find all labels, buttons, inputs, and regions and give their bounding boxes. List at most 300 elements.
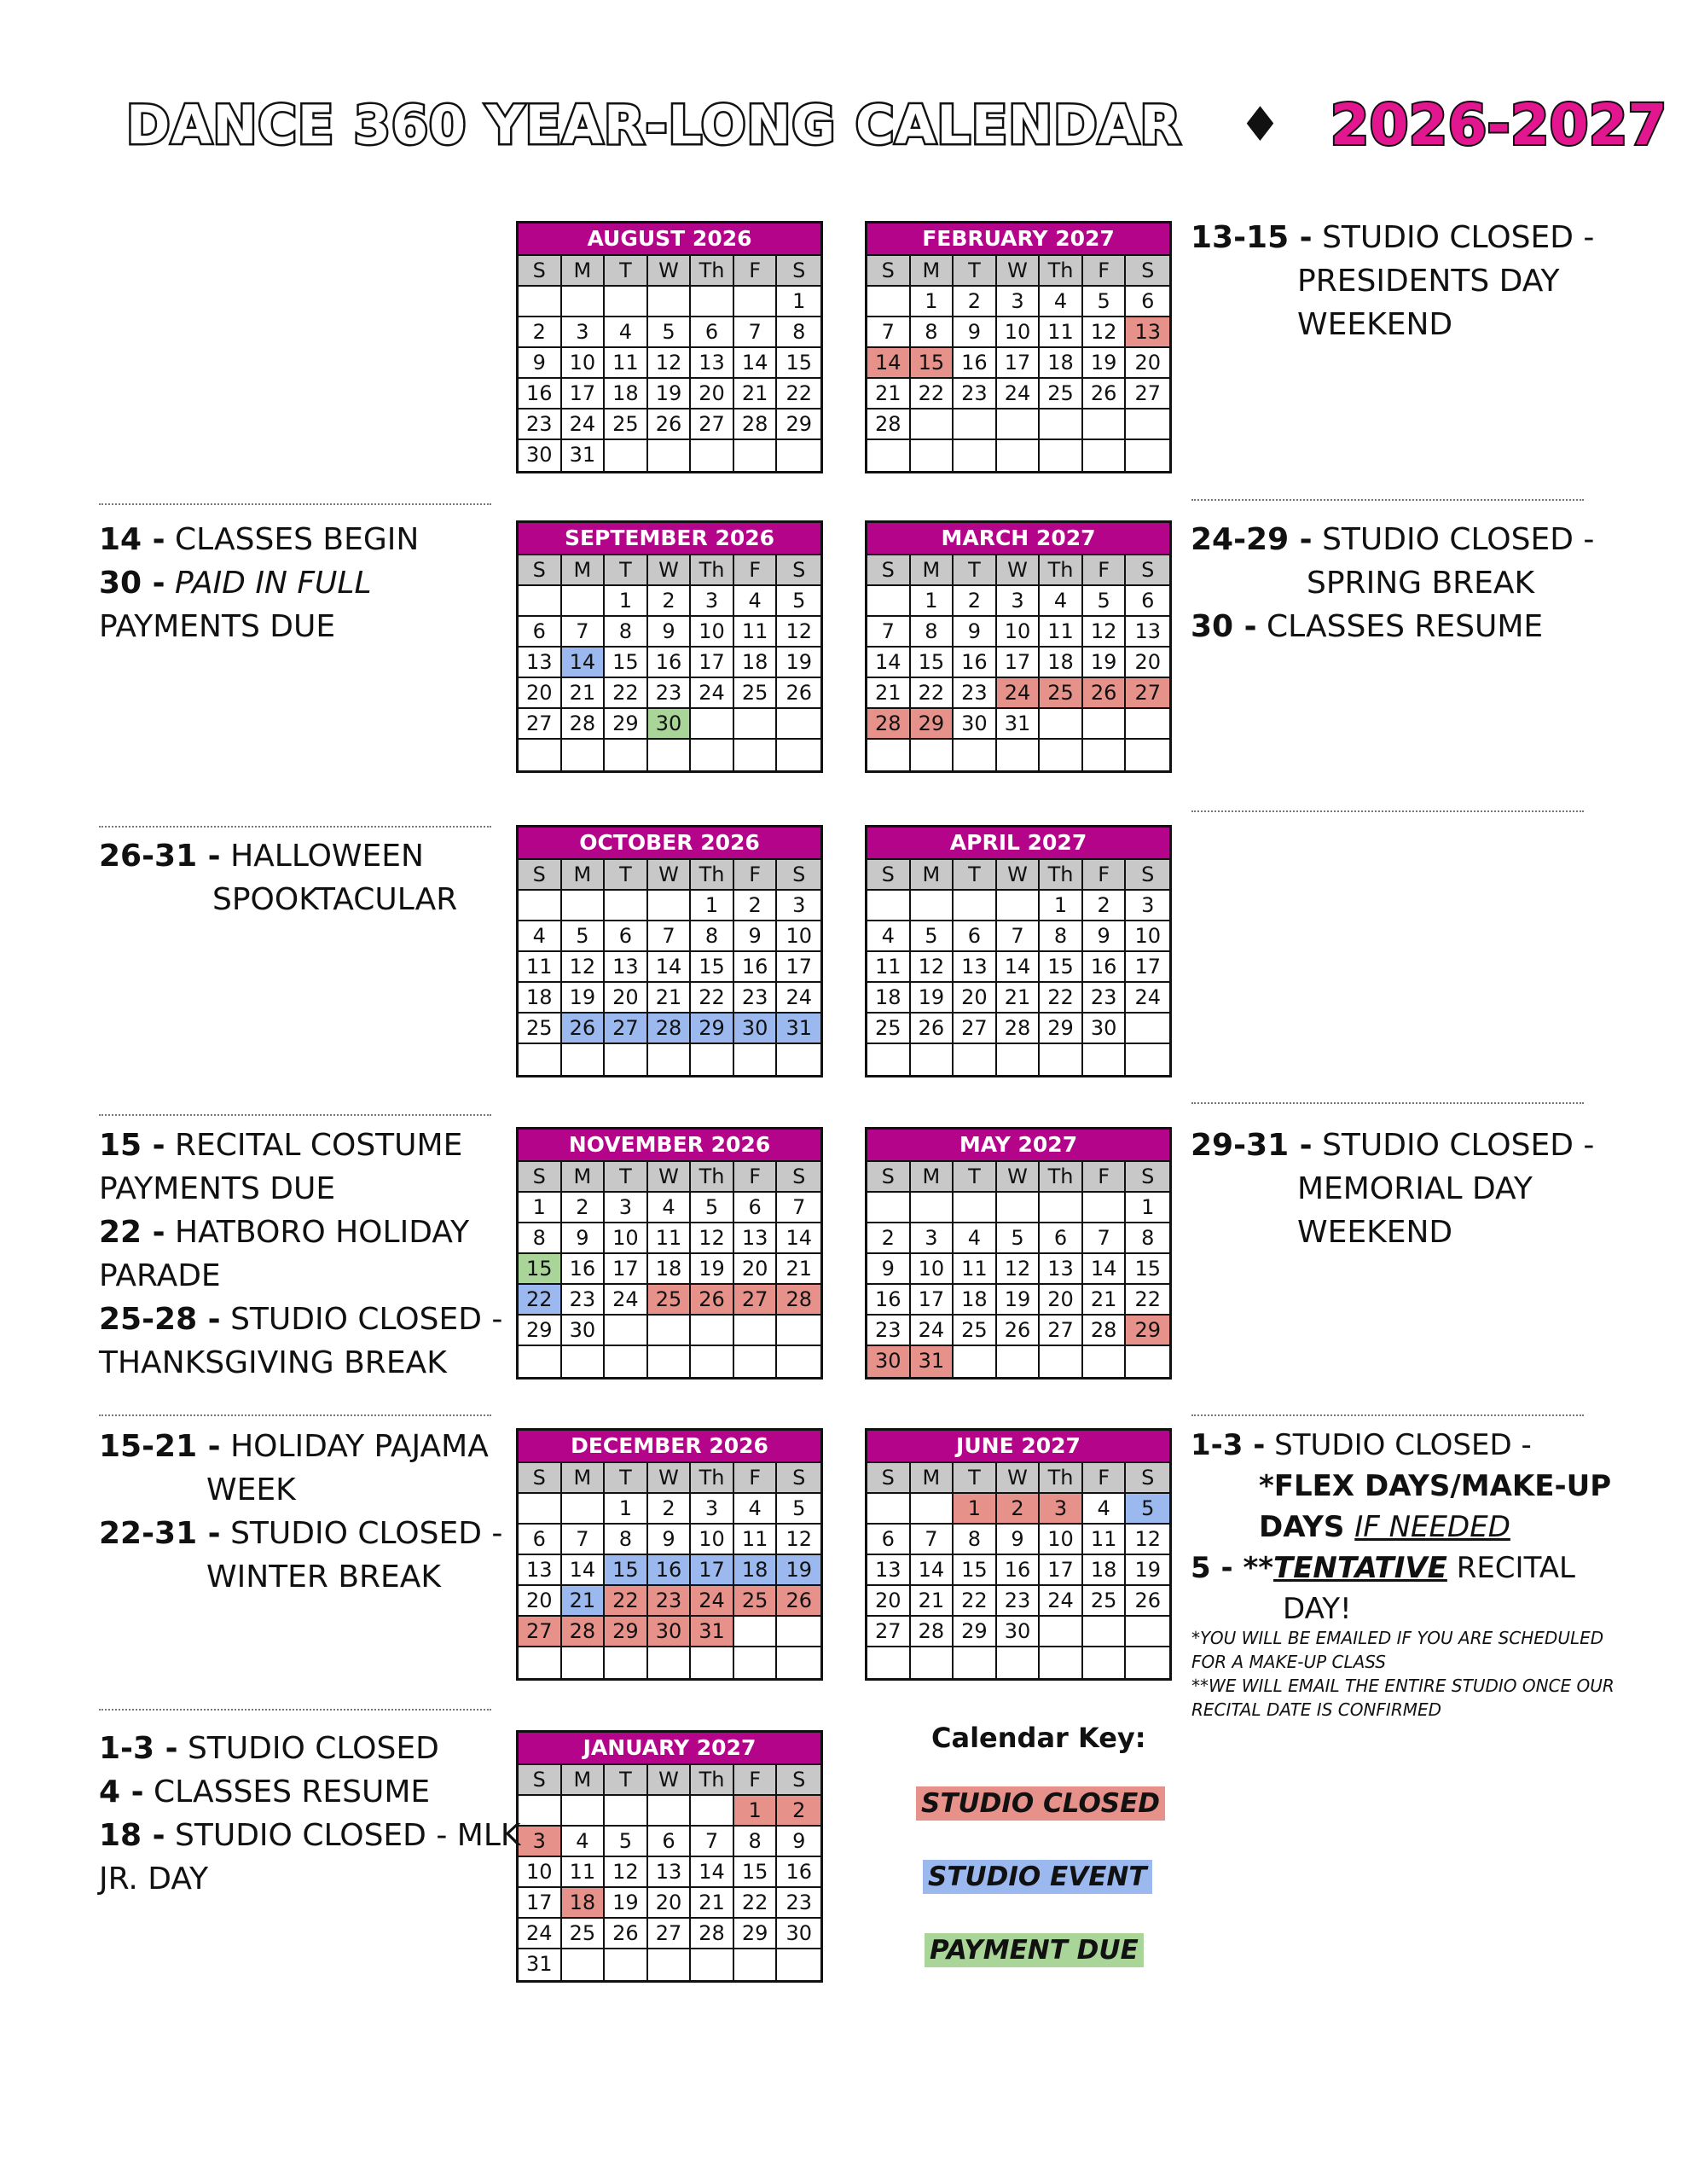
weekday-header: W (997, 555, 1041, 586)
day-cell: 8 (911, 317, 954, 348)
page-title (126, 92, 1667, 169)
day-cell: 24 (605, 1285, 648, 1316)
day-cell: 12 (1083, 617, 1127, 648)
day-cell: 6 (1126, 287, 1169, 317)
day-cell: 12 (1083, 317, 1127, 348)
day-cell: 24 (997, 379, 1041, 410)
day-cell: 13 (1126, 317, 1169, 348)
day-cell: 20 (954, 983, 997, 1014)
weekday-header: S (1126, 555, 1169, 586)
day-cell: 16 (519, 379, 562, 410)
day-cell: 11 (734, 617, 778, 648)
day-cell: 17 (1126, 952, 1169, 983)
day-cell: 29 (777, 410, 820, 440)
empty-cell (734, 1949, 778, 1980)
calendar-january-2027 (516, 1730, 823, 1983)
day-cell: 23 (562, 1285, 606, 1316)
day-cell: 28 (867, 410, 911, 440)
empty-cell (562, 1044, 606, 1075)
day-cell: 2 (997, 1494, 1041, 1525)
day-cell: 26 (777, 1586, 820, 1617)
day-cell: 4 (519, 921, 562, 952)
day-cell: 25 (519, 1014, 562, 1044)
day-cell: 14 (562, 648, 606, 678)
weekday-header: T (605, 256, 648, 287)
day-cell: 7 (867, 617, 911, 648)
weekday-header: W (648, 860, 692, 891)
weekday-header: S (777, 1162, 820, 1193)
empty-cell (562, 1494, 606, 1525)
day-cell: 9 (734, 921, 778, 952)
empty-cell (954, 1346, 997, 1377)
day-cell: 15 (691, 952, 734, 983)
day-cell: 21 (867, 678, 911, 709)
day-cell: 17 (1040, 1555, 1083, 1586)
day-cell: 10 (777, 921, 820, 952)
day-cell: 29 (605, 709, 648, 740)
empty-cell (519, 1346, 562, 1377)
day-cell: 3 (777, 891, 820, 921)
weekday-header: M (562, 860, 606, 891)
day-cell: 3 (1040, 1494, 1083, 1525)
day-cell: 20 (605, 983, 648, 1014)
month-grid (519, 256, 820, 471)
month-title: MARCH 2027 (867, 523, 1169, 555)
day-cell: 31 (519, 1949, 562, 1980)
empty-cell (1126, 709, 1169, 740)
weekday-header: Th (1040, 256, 1083, 287)
empty-cell (1126, 440, 1169, 471)
empty-cell (911, 410, 954, 440)
key-studio-closed: STUDIO CLOSED (916, 1786, 1165, 1821)
empty-cell (691, 287, 734, 317)
empty-cell (1040, 740, 1083, 770)
day-cell: 25 (605, 410, 648, 440)
empty-cell (605, 1346, 648, 1377)
weekday-header: S (777, 555, 820, 586)
weekday-header: T (605, 1463, 648, 1494)
day-cell: 21 (777, 1254, 820, 1285)
divider (99, 503, 491, 505)
day-cell: 20 (1040, 1285, 1083, 1316)
day-cell: 6 (954, 921, 997, 952)
weekday-header: T (605, 860, 648, 891)
day-cell: 18 (605, 379, 648, 410)
day-cell: 18 (519, 983, 562, 1014)
empty-cell (519, 1044, 562, 1075)
empty-cell (954, 440, 997, 471)
empty-cell (911, 1193, 954, 1223)
day-cell: 27 (648, 1919, 692, 1949)
empty-cell (734, 440, 778, 471)
empty-cell (867, 287, 911, 317)
month-grid (867, 256, 1169, 471)
weekday-header: S (519, 1162, 562, 1193)
empty-cell (605, 740, 648, 770)
day-cell: 2 (954, 586, 997, 617)
empty-cell (691, 709, 734, 740)
day-cell: 24 (777, 983, 820, 1014)
month-title: NOVEMBER 2026 (519, 1130, 820, 1162)
weekday-header: Th (1040, 1162, 1083, 1193)
day-cell: 30 (954, 709, 997, 740)
day-cell: 4 (605, 317, 648, 348)
empty-cell (691, 440, 734, 471)
weekday-header: T (954, 555, 997, 586)
day-cell: 30 (648, 709, 692, 740)
day-cell: 16 (954, 348, 997, 379)
weekday-header: Th (691, 1765, 734, 1796)
day-cell: 14 (997, 952, 1041, 983)
day-cell: 10 (691, 617, 734, 648)
weekday-header: T (954, 256, 997, 287)
divider (99, 826, 491, 828)
day-cell: 9 (777, 1827, 820, 1857)
day-cell: 20 (519, 1586, 562, 1617)
empty-cell (734, 740, 778, 770)
month-grid (867, 860, 1169, 1075)
day-cell: 17 (562, 379, 606, 410)
day-cell: 3 (519, 1827, 562, 1857)
empty-cell (691, 1044, 734, 1075)
day-cell: 29 (954, 1617, 997, 1647)
empty-cell (911, 1044, 954, 1075)
weekday-header: M (911, 1162, 954, 1193)
day-cell: 19 (1083, 348, 1127, 379)
day-cell: 24 (911, 1316, 954, 1346)
day-cell: 17 (777, 952, 820, 983)
day-cell: 9 (954, 317, 997, 348)
empty-cell (648, 1647, 692, 1678)
day-cell: 28 (777, 1285, 820, 1316)
day-cell: 22 (1126, 1285, 1169, 1316)
weekday-header: F (1083, 555, 1127, 586)
empty-cell (1126, 410, 1169, 440)
empty-cell (777, 740, 820, 770)
day-cell: 30 (1083, 1014, 1127, 1044)
day-cell: 6 (519, 1525, 562, 1555)
empty-cell (648, 891, 692, 921)
empty-cell (1126, 1647, 1169, 1678)
weekday-header: F (1083, 1162, 1127, 1193)
day-cell: 15 (954, 1555, 997, 1586)
day-cell: 27 (691, 410, 734, 440)
empty-cell (519, 740, 562, 770)
empty-cell (648, 440, 692, 471)
month-grid (867, 1162, 1169, 1377)
empty-cell (1126, 1617, 1169, 1647)
footnotes: *YOU WILL BE EMAILED IF YOU ARE SCHEDULED FOR A MAKE-UP CLASS **WE WILL EMAIL THE ENTIRE STUDIO ONCE OUR RECITAL DATE IS CONFIRMED (1191, 1628, 1615, 1720)
day-cell: 11 (605, 348, 648, 379)
day-cell: 5 (997, 1223, 1041, 1254)
empty-cell (867, 891, 911, 921)
weekday-header: W (997, 1162, 1041, 1193)
note-june: 1-3 - STUDIO CLOSED - *FLEX DAYS/MAKE-UP DAYS IF NEEDED 5 - **TENTATIVE RECITAL DAY! (1191, 1428, 1612, 1626)
weekday-header: M (911, 860, 954, 891)
empty-cell (648, 1044, 692, 1075)
empty-cell (777, 1949, 820, 1980)
day-cell: 17 (691, 1555, 734, 1586)
month-grid (519, 555, 820, 770)
empty-cell (777, 1316, 820, 1346)
empty-cell (562, 1796, 606, 1827)
day-cell: 27 (519, 1617, 562, 1647)
day-cell: 7 (734, 317, 778, 348)
empty-cell (777, 1346, 820, 1377)
day-cell: 28 (997, 1014, 1041, 1044)
day-cell: 18 (562, 1888, 606, 1919)
empty-cell (867, 740, 911, 770)
day-cell: 4 (734, 586, 778, 617)
day-cell: 22 (911, 379, 954, 410)
day-cell: 8 (519, 1223, 562, 1254)
month-grid (519, 1463, 820, 1678)
empty-cell (997, 410, 1041, 440)
day-cell: 26 (691, 1285, 734, 1316)
day-cell: 22 (519, 1285, 562, 1316)
empty-cell (562, 740, 606, 770)
day-cell: 16 (777, 1857, 820, 1888)
empty-cell (954, 410, 997, 440)
day-cell: 11 (734, 1525, 778, 1555)
weekday-header: Th (1040, 860, 1083, 891)
weekday-header: M (911, 1463, 954, 1494)
weekday-header: Th (691, 256, 734, 287)
divider (1191, 1102, 1584, 1104)
day-cell: 28 (648, 1014, 692, 1044)
day-cell: 1 (777, 287, 820, 317)
day-cell: 26 (605, 1919, 648, 1949)
calendar-key-title: Calendar Key: (931, 1722, 1146, 1754)
day-cell: 11 (519, 952, 562, 983)
weekday-header: M (562, 1162, 606, 1193)
empty-cell (954, 891, 997, 921)
empty-cell (519, 1494, 562, 1525)
day-cell: 19 (1083, 648, 1127, 678)
day-cell: 9 (954, 617, 997, 648)
key-studio-event: STUDIO EVENT (923, 1860, 1152, 1894)
day-cell: 14 (867, 348, 911, 379)
day-cell: 17 (691, 648, 734, 678)
empty-cell (777, 1617, 820, 1647)
empty-cell (1126, 1346, 1169, 1377)
day-cell: 15 (911, 648, 954, 678)
day-cell: 21 (734, 379, 778, 410)
day-cell: 18 (954, 1285, 997, 1316)
empty-cell (1040, 1647, 1083, 1678)
weekday-header: S (1126, 256, 1169, 287)
day-cell: 2 (777, 1796, 820, 1827)
weekday-header: Th (691, 860, 734, 891)
empty-cell (867, 1494, 911, 1525)
empty-cell (691, 1346, 734, 1377)
calendar-april-2027 (865, 825, 1172, 1077)
weekday-header: Th (691, 555, 734, 586)
day-cell: 19 (777, 1555, 820, 1586)
day-cell: 16 (648, 648, 692, 678)
day-cell: 13 (519, 1555, 562, 1586)
divider (99, 1414, 491, 1416)
empty-cell (997, 740, 1041, 770)
day-cell: 25 (734, 678, 778, 709)
weekday-header: S (519, 1463, 562, 1494)
day-cell: 4 (562, 1827, 606, 1857)
day-cell: 14 (777, 1223, 820, 1254)
empty-cell (734, 709, 778, 740)
day-cell: 12 (911, 952, 954, 983)
divider (99, 1114, 491, 1116)
day-cell: 30 (777, 1919, 820, 1949)
weekday-header: W (997, 256, 1041, 287)
empty-cell (691, 1949, 734, 1980)
day-cell: 5 (777, 586, 820, 617)
day-cell: 27 (734, 1285, 778, 1316)
empty-cell (1083, 1647, 1127, 1678)
empty-cell (734, 287, 778, 317)
day-cell: 13 (867, 1555, 911, 1586)
empty-cell (605, 1647, 648, 1678)
day-cell: 12 (1126, 1525, 1169, 1555)
weekday-header: W (648, 1765, 692, 1796)
day-cell: 12 (777, 617, 820, 648)
day-cell: 13 (734, 1223, 778, 1254)
day-cell: 24 (1126, 983, 1169, 1014)
day-cell: 15 (911, 348, 954, 379)
day-cell: 11 (954, 1254, 997, 1285)
day-cell: 11 (562, 1857, 606, 1888)
day-cell: 27 (1126, 379, 1169, 410)
day-cell: 2 (734, 891, 778, 921)
month-grid (519, 860, 820, 1075)
day-cell: 11 (648, 1223, 692, 1254)
empty-cell (867, 440, 911, 471)
empty-cell (605, 1044, 648, 1075)
note-september: 14 - CLASSES BEGIN 30 - PAID IN FULL PAYMENTS DUE (99, 522, 420, 644)
day-cell: 21 (997, 983, 1041, 1014)
day-cell: 26 (1083, 678, 1127, 709)
empty-cell (1126, 740, 1169, 770)
weekday-header: S (777, 1463, 820, 1494)
note-december: 15-21 - HOLIDAY PAJAMA WEEK 22-31 - STUDIO CLOSED - WINTER BREAK (99, 1429, 503, 1594)
diamond-icon: ♦ (1238, 97, 1282, 153)
day-cell: 19 (648, 379, 692, 410)
calendar-december-2026 (516, 1428, 823, 1681)
day-cell: 5 (605, 1827, 648, 1857)
day-cell: 8 (1040, 921, 1083, 952)
calendar-october-2026 (516, 825, 823, 1077)
empty-cell (691, 1647, 734, 1678)
day-cell: 22 (1040, 983, 1083, 1014)
day-cell: 5 (1083, 586, 1127, 617)
day-cell: 24 (691, 1586, 734, 1617)
day-cell: 23 (648, 678, 692, 709)
day-cell: 3 (997, 586, 1041, 617)
day-cell: 21 (867, 379, 911, 410)
day-cell: 19 (605, 1888, 648, 1919)
note-january: 1-3 - STUDIO CLOSED 4 - CLASSES RESUME 18 - STUDIO CLOSED - MLK JR. DAY (99, 1731, 521, 1896)
day-cell: 19 (911, 983, 954, 1014)
day-cell: 25 (1040, 379, 1083, 410)
empty-cell (648, 287, 692, 317)
month-title: AUGUST 2026 (519, 224, 820, 256)
empty-cell (777, 1647, 820, 1678)
day-cell: 16 (734, 952, 778, 983)
calendar-march-2027 (865, 520, 1172, 773)
day-cell: 15 (605, 1555, 648, 1586)
empty-cell (562, 1346, 606, 1377)
calendar-may-2027 (865, 1127, 1172, 1380)
empty-cell (867, 1647, 911, 1678)
calendar-june-2027 (865, 1428, 1172, 1681)
note-may: 29-31 - STUDIO CLOSED - MEMORIAL DAY WEEKEND (1191, 1128, 1595, 1250)
empty-cell (562, 1949, 606, 1980)
day-cell: 18 (1040, 348, 1083, 379)
weekday-header: Th (691, 1162, 734, 1193)
day-cell: 9 (648, 1525, 692, 1555)
day-cell: 30 (562, 1316, 606, 1346)
day-cell: 1 (605, 1494, 648, 1525)
day-cell: 23 (954, 678, 997, 709)
weekday-header: F (734, 555, 778, 586)
day-cell: 6 (1126, 586, 1169, 617)
day-cell: 20 (519, 678, 562, 709)
empty-cell (1040, 1044, 1083, 1075)
day-cell: 2 (867, 1223, 911, 1254)
month-title: APRIL 2027 (867, 828, 1169, 860)
day-cell: 30 (734, 1014, 778, 1044)
day-cell: 20 (648, 1888, 692, 1919)
day-cell: 3 (691, 586, 734, 617)
empty-cell (911, 440, 954, 471)
day-cell: 18 (1040, 648, 1083, 678)
day-cell: 24 (1040, 1586, 1083, 1617)
empty-cell (562, 586, 606, 617)
day-cell: 14 (648, 952, 692, 983)
empty-cell (997, 891, 1041, 921)
weekday-header: F (734, 860, 778, 891)
empty-cell (648, 1796, 692, 1827)
day-cell: 8 (734, 1827, 778, 1857)
day-cell: 13 (519, 648, 562, 678)
day-cell: 19 (997, 1285, 1041, 1316)
day-cell: 5 (648, 317, 692, 348)
weekday-header: S (867, 555, 911, 586)
empty-cell (954, 740, 997, 770)
weekday-header: M (911, 256, 954, 287)
day-cell: 25 (1083, 1586, 1127, 1617)
day-cell: 29 (519, 1316, 562, 1346)
day-cell: 28 (911, 1617, 954, 1647)
day-cell: 6 (734, 1193, 778, 1223)
weekday-header: Th (691, 1463, 734, 1494)
weekday-header: M (562, 555, 606, 586)
day-cell: 25 (734, 1586, 778, 1617)
day-cell: 12 (691, 1223, 734, 1254)
day-cell: 18 (1083, 1555, 1127, 1586)
day-cell: 16 (648, 1555, 692, 1586)
day-cell: 20 (1126, 348, 1169, 379)
day-cell: 10 (997, 317, 1041, 348)
day-cell: 31 (911, 1346, 954, 1377)
empty-cell (911, 740, 954, 770)
day-cell: 4 (648, 1193, 692, 1223)
weekday-header: W (997, 860, 1041, 891)
day-cell: 24 (691, 678, 734, 709)
empty-cell (1040, 410, 1083, 440)
day-cell: 8 (605, 617, 648, 648)
weekday-header: S (777, 256, 820, 287)
day-cell: 13 (648, 1857, 692, 1888)
